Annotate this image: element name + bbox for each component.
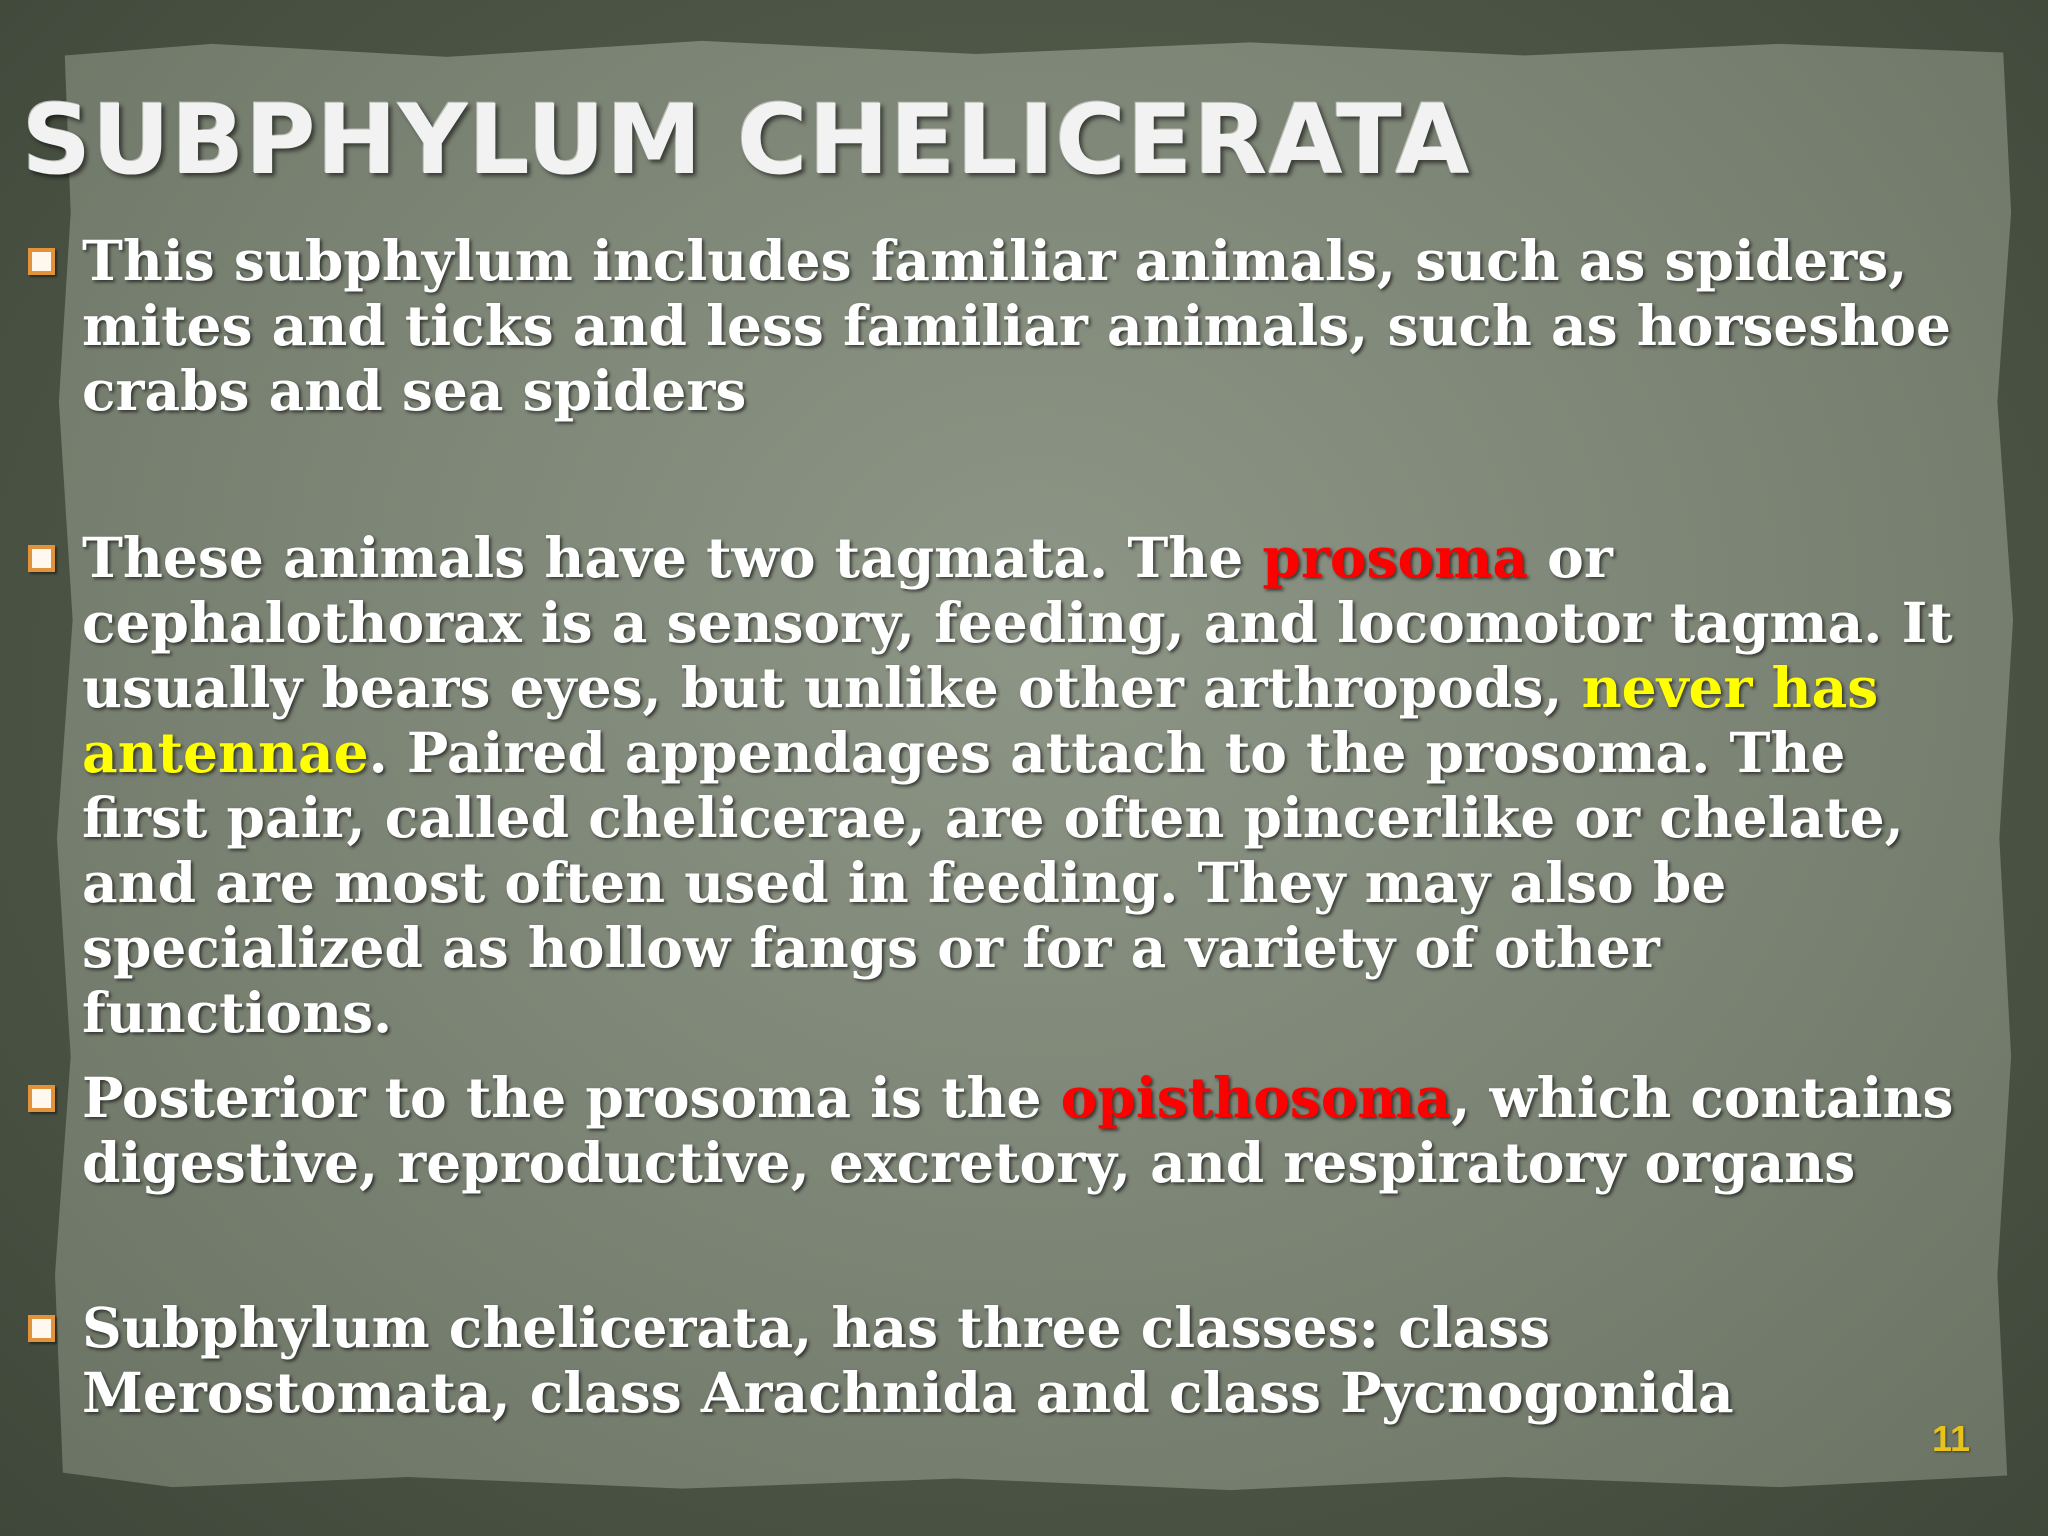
bullet-text: Subphylum chelicerata, has three classes: class Merostomata, class Arachnida and class Pycnogonida: [82, 1295, 1734, 1425]
slide-title: SUBPHYLUM CHELICERATA: [22, 84, 1471, 196]
square-bullet-icon: [28, 545, 55, 572]
bullet-text: [82, 228, 2022, 423]
bullet-item: [22, 1295, 1734, 1425]
bullet-text: These animals have two tagmata. The prosoma or cephalothorax is a sensory, feeding, and locomotor tagma. It usually bears eyes, but unlike other arthropods, never has antennae. Paired appendages attach to the prosoma. The first pair, called chelicerae, are often pincerlike or chelate, and are most often used in feeding. They may also be specialized as hollow fangs or for a variety of other functions.: [82, 525, 1953, 1045]
page-number: 11: [1932, 1418, 1971, 1459]
bullet-text: Posterior to the prosoma is the opisthosoma, which contains digestive, reproductive, excretory, and respiratory organs: [82, 1065, 1954, 1195]
highlight-never-has: never has: [1581, 655, 1879, 720]
bullet-list: [22, 228, 2022, 1425]
bullet-item: [22, 228, 2022, 423]
bullet-line: crabs and sea spiders: [82, 358, 747, 423]
highlight-antennae: antennae: [82, 720, 369, 785]
square-bullet-icon: [28, 1315, 55, 1342]
bullet-item: [22, 1065, 1953, 1195]
square-bullet-icon: [28, 248, 55, 275]
bullet-line: mites and ticks and less familiar animals, such as horseshoe: [82, 293, 1952, 358]
term-prosoma: prosoma: [1262, 525, 1529, 590]
bullet-line: This subphylum includes familiar animals, such as spiders,: [82, 228, 1908, 293]
term-opisthosoma: opisthosoma: [1060, 1065, 1452, 1130]
bullet-item: [22, 525, 1953, 1045]
square-bullet-icon: [28, 1085, 55, 1112]
